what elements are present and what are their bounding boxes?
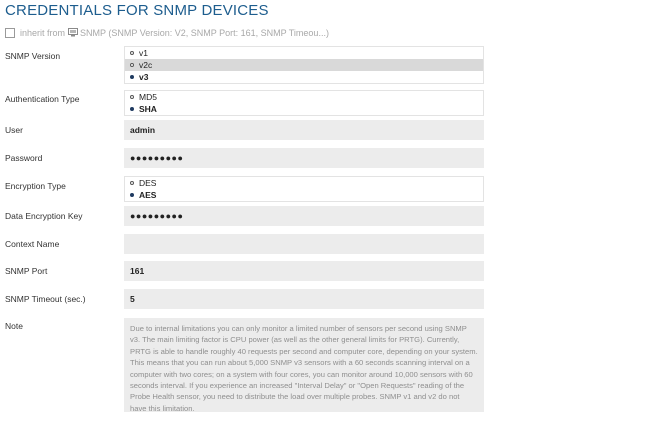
radio-empty-icon [130, 51, 134, 55]
note-label: Note [5, 321, 23, 331]
snmp-version-label: SNMP Version [5, 51, 61, 61]
data-encryption-key-input[interactable]: ●●●●●●●●● [124, 206, 484, 226]
option-label: SHA [139, 104, 157, 114]
snmp-version-radio-group [124, 46, 484, 84]
radio-empty-icon [130, 181, 134, 185]
snmp-port-input[interactable]: 161 [124, 261, 484, 281]
page-title: CREDENTIALS FOR SNMP DEVICES [5, 2, 269, 19]
password-input[interactable]: ●●●●●●●●● [124, 148, 484, 168]
inherit-checkbox[interactable] [5, 28, 15, 38]
inherit-row [5, 26, 329, 40]
encryption-type-radio-group [124, 176, 484, 202]
password-label: Password [5, 153, 43, 163]
snmp-version-option-v3[interactable] [125, 71, 483, 83]
option-label: v3 [139, 72, 149, 82]
option-label: v2c [139, 60, 153, 70]
option-label: DES [139, 178, 157, 188]
option-label: AES [139, 190, 157, 200]
option-label: v1 [139, 48, 148, 58]
option-label: MD5 [139, 92, 157, 102]
radio-empty-icon [130, 95, 134, 99]
authentication-type-label: Authentication Type [5, 94, 80, 104]
radio-empty-icon [130, 63, 134, 67]
encryption-type-option-aes[interactable] [125, 189, 483, 201]
authentication-type-radio-group [124, 90, 484, 116]
radio-selected-icon [130, 75, 134, 79]
context-name-label: Context Name [5, 239, 60, 249]
snmp-timeout-label: SNMP Timeout (sec.) [5, 294, 86, 304]
snmp-version-option-v2c[interactable] [125, 59, 483, 71]
inherit-source: SNMP (SNMP Version: V2, SNMP Port: 161, SNMP Timeou...) [80, 28, 329, 38]
radio-selected-icon [130, 193, 134, 197]
context-name-input[interactable] [124, 234, 484, 254]
user-label: User [5, 125, 23, 135]
snmp-port-label: SNMP Port [5, 266, 48, 276]
snmp-version-option-v1[interactable] [125, 47, 483, 59]
inherit-label: inherit from [20, 28, 66, 38]
user-input[interactable]: admin [124, 120, 484, 140]
encryption-type-option-des[interactable] [125, 177, 483, 189]
snmp-timeout-input[interactable]: 5 [124, 289, 484, 309]
data-encryption-key-label: Data Encryption Key [5, 211, 83, 221]
note-text: Due to internal limitations you can only monitor a limited number of sensors per second using SNMP v3. The main limiting factor is CPU power (as well as the other general limits for PRTG). Currently, PRTG is able to handle roughly 40 requests per second and computer core, depending on your system. This means that you can run about 5,000 SNMP v3 sensors with a 60 seconds scanning interval on a computer with two cores; on a system with four cores, you can monitor around 10,000 sensors with 60 seconds interval. If you experience an increased "Interval Delay" or "Open Requests" reading of the Probe Health sensor, you need to distribute the load over multiple probes. SNMP v1 and v2 do not have this limitation. [124, 318, 484, 412]
authentication-type-option-sha[interactable] [125, 103, 483, 115]
radio-selected-icon [130, 107, 134, 111]
sensor-icon [68, 28, 78, 39]
encryption-type-label: Encryption Type [5, 181, 66, 191]
authentication-type-option-md5[interactable] [125, 91, 483, 103]
